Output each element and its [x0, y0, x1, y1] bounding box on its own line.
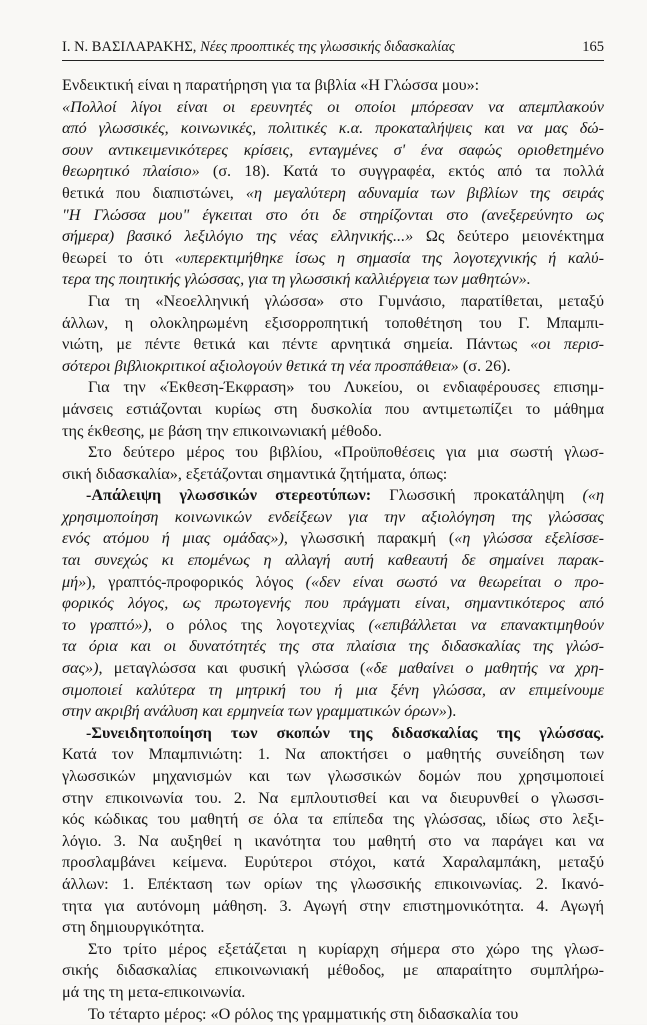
text-run: ).	[446, 702, 457, 721]
text-line	[62, 917, 604, 939]
text-line	[62, 1004, 604, 1025]
text-line	[62, 75, 604, 97]
text-line	[62, 248, 604, 270]
text-run: τα όρια και οι δυνατότητές της στα πλαίσια της διδασκαλίας της γλώσ-	[62, 637, 604, 656]
text-line	[62, 852, 604, 874]
text-line	[62, 226, 604, 248]
text-run: μάνσεις εστιάζονται κυρίως στη δυσκολία που αντιμετωπίζει το μάθημα	[62, 399, 604, 418]
text-run: χρησιμοποίηση κοινωνικών ενδείξεων για την αξιολόγηση της γλώσσας	[62, 507, 604, 526]
text-run: , ο ρόλος της λογοτεχνίας	[148, 615, 369, 634]
text-run: ται συνεχώς κι επομένως η αλλαγή αυτή καθεαυτή δε σημαίνει παρακ-	[62, 551, 604, 570]
text-line	[62, 442, 604, 464]
text-run: τητα για αυτόνομη μάθηση. 3. Αγωγή στην επιστημονικότητα. 4. Αγωγή	[62, 896, 604, 915]
text-run: -Απάλειψη γλωσσικών στερεοτύπων:	[86, 486, 372, 505]
text-run: Το τέταρτο μέρος: «Ο ρόλος της γραμματικής στη διδασκαλία του	[88, 1004, 519, 1023]
text-run: Στο τρίτο μέρος εξετάζεται η κυρίαρχη σήμερα στο χώρο της γλωσ-	[88, 939, 604, 958]
text-run: προσλαμβάνει κείμενα. Ευρύτεροι στόχοι, κατά Χαραλαμπάκη, μεταξύ	[62, 853, 604, 872]
text-line	[62, 831, 604, 853]
text-run: λόγιο. 3. Να αυξηθεί η ικανότητα του μαθητή στο να παράγει και να	[62, 831, 604, 850]
text-run: (σ. 18). Κατά το συγγραφέα, εκτός από τα πολλά	[199, 162, 604, 181]
text-line	[62, 593, 604, 615]
text-line	[62, 118, 604, 140]
text-run: «υπερεκτιμήθηκε ίσως η σημασία της λογοτεχνικής ή καλύ-	[174, 248, 604, 267]
text-line	[62, 680, 604, 702]
text-run: «η γλώσσα εξελίσσε-	[454, 529, 604, 548]
text-run: «η μεγαλύτερη αδυναμία των βιβλίων της σειράς	[245, 183, 604, 202]
text-line	[62, 572, 604, 594]
text-run: («δεν είναι σωστό να θεωρείται ο προ-	[305, 572, 605, 591]
text-run: σότεροι βιβλιοκριτικοί αξιολογούν θετικά τη νέα προσπάθεια»	[62, 356, 459, 375]
text-run: «οι περισ-	[530, 335, 604, 354]
text-run: Γλωσσική προκατάληψη	[371, 486, 583, 505]
header-title: Νέες προοπτικές της γλωσσικής διδασκαλίας	[200, 39, 455, 55]
text-line	[62, 636, 604, 658]
text-run: θετικά που διαπιστώνει,	[62, 183, 246, 202]
text-run: , γλωσσική παρακμή (	[283, 529, 455, 548]
text-run: , μεταγλώσσα και φυσική γλώσσα (	[98, 659, 366, 678]
text-run: Ενδεικτική είναι η παρατήρηση για τα βιβλία «Η Γλώσσα μου»:	[62, 76, 480, 94]
page-number: 165	[582, 39, 604, 55]
body-text	[62, 75, 604, 1025]
text-run: από γλωσσικές, κοινωνικές, πολιτικές κ.α. προκαταλήψεις και να μας δώ-	[62, 119, 604, 138]
text-run: σική διδασκαλία», εξετάζονται σημαντικά ζητήματα, όπως:	[62, 464, 448, 483]
text-run: νιώτη, με πέντε θετικά και πέντε αρνητικά σημεία. Πάντως	[62, 335, 531, 354]
text-line	[62, 766, 604, 788]
text-run: «Πολλοί λίγοι είναι οι ερευνητές οι οποίοι μπόρεσαν να απεμπλακούν	[62, 97, 604, 116]
text-run: σικής διδασκαλίας επικοινωνιακή μέθοδος, με απαραίτητο συμπλήρω-	[62, 961, 604, 980]
text-run: το γραπτό»)	[62, 615, 149, 634]
text-line	[62, 421, 604, 443]
text-run: Στο δεύτερο μέρος του βιβλίου, «Προϋποθέσεις για μια σωστή γλωσ-	[88, 443, 604, 462]
text-line	[62, 485, 604, 507]
text-run: μά της τη μετα-επικοινωνία.	[62, 982, 246, 1001]
text-line	[62, 550, 604, 572]
text-line	[62, 939, 604, 961]
text-line	[62, 464, 604, 486]
text-run: ενός ατόμου ή μιας ομάδας»)	[62, 529, 284, 548]
text-run: της έκθεσης, με βάση την επικοινωνιακή μέθοδο.	[62, 421, 382, 440]
text-line	[62, 269, 604, 291]
text-run: -Συνειδητοποίηση των σκοπών της διδασκαλίας της γλώσσας.	[86, 723, 604, 742]
text-line	[62, 334, 604, 356]
text-line	[62, 161, 604, 183]
text-run: Ως δεύτερο μειονέκτημα	[413, 227, 604, 246]
text-line	[62, 313, 604, 335]
text-line	[62, 788, 604, 810]
text-run: στην ακριβή ανάλυση και ερμηνεία των γραμματικών όρων»	[62, 702, 447, 721]
text-run: θεωρεί το ότι	[62, 248, 175, 267]
text-line	[62, 701, 604, 723]
text-line	[62, 377, 604, 399]
text-line	[62, 744, 604, 766]
text-run: («η	[582, 486, 604, 505]
text-run: ), γραπτός-προφορικός λόγος	[86, 572, 306, 591]
text-line	[62, 874, 604, 896]
text-run: («επιβάλλεται να επανακτιμηθούν	[368, 615, 604, 634]
text-line	[62, 960, 604, 982]
text-run: σουν αντικειμενικότερες κρίσεις, ενταγμένες σ' ένα σαφώς οριοθετημένο	[62, 140, 604, 159]
text-line	[62, 528, 604, 550]
text-run: Για την «Έκθεση-Έκφραση» του Λυκείου, οι ενδιαφέρουσες επισημ-	[88, 378, 604, 397]
text-run: "Η Γλώσσα μου" έγκειται στο ότι δε στηρίζονται στο (ανεξερεύνητο ως	[62, 205, 604, 224]
text-line	[62, 356, 604, 378]
text-run: γλωσσικών μηχανισμών και των γλωσσικών δομών που χρησιμοποιεί	[62, 767, 604, 785]
text-run: «δε μαθαίνει ο μαθητής να χρη-	[365, 659, 604, 678]
text-run: σιμοποιεί καλύτερα τη μητρική του ή μια ξένη γλώσσα, αν επιμείνουμε	[62, 680, 604, 699]
text-line	[62, 507, 604, 529]
text-run: άλλων: 1. Επέκταση των ορίων της γλωσσικής επικοινωνίας. 2. Ικανό-	[62, 874, 604, 893]
text-run: σας»)	[62, 659, 99, 678]
text-line	[62, 615, 604, 637]
text-run: άλλων, η ολοκληρωμένη εξισορροπητική τοποθέτηση του Γ. Μπαμπι-	[62, 313, 604, 332]
text-line	[62, 723, 604, 745]
text-run: σήμερα) βασικό λεξιλόγιο της νέας ελληνικής...»	[62, 227, 414, 246]
header-author: Ι. Ν. ΒΑΣΙΛΑΡΑΚΗΣ,	[62, 39, 197, 55]
text-run: (σ. 26).	[458, 356, 511, 375]
text-run: στην επικοινωνία του. 2. Να εμπλουτισθεί και να διευρυνθεί ο γλωσσι-	[62, 788, 604, 807]
text-run: στη δημιουργικότητα.	[62, 918, 205, 937]
text-run: κός κώδικας του μαθητή σε όλα τα επίπεδα της γλώσσας, ιδίως στο λεξι-	[62, 810, 604, 829]
text-run: φορικός λόγος, ως πρωτογενής που πράγματι είναι, σημαντικότερος από	[62, 594, 604, 613]
text-run: θεωρητικό πλαίσιο»	[62, 162, 200, 181]
text-line	[62, 982, 604, 1004]
text-line	[62, 291, 604, 313]
text-run: τερα της ποιητικής γλώσσας, για τη γλωσσική καλλιέργεια των μαθητών».	[62, 270, 531, 289]
text-line	[62, 658, 604, 680]
text-line	[62, 97, 604, 119]
text-line	[62, 183, 604, 205]
text-run: Κατά τον Μπαμπινιώτη: 1. Να αποκτήσει ο μαθητής συνείδηση των	[62, 745, 604, 764]
header-rule	[62, 60, 604, 61]
text-run: Για τη «Νεοελληνική γλώσσα» στο Γυμνάσιο, παρατίθεται, μεταξύ	[88, 291, 604, 310]
text-line	[62, 399, 604, 421]
text-line	[62, 140, 604, 162]
text-line	[62, 809, 604, 831]
text-line	[62, 205, 604, 227]
text-run: μή»	[62, 572, 87, 591]
running-header	[62, 38, 604, 56]
text-line	[62, 896, 604, 918]
